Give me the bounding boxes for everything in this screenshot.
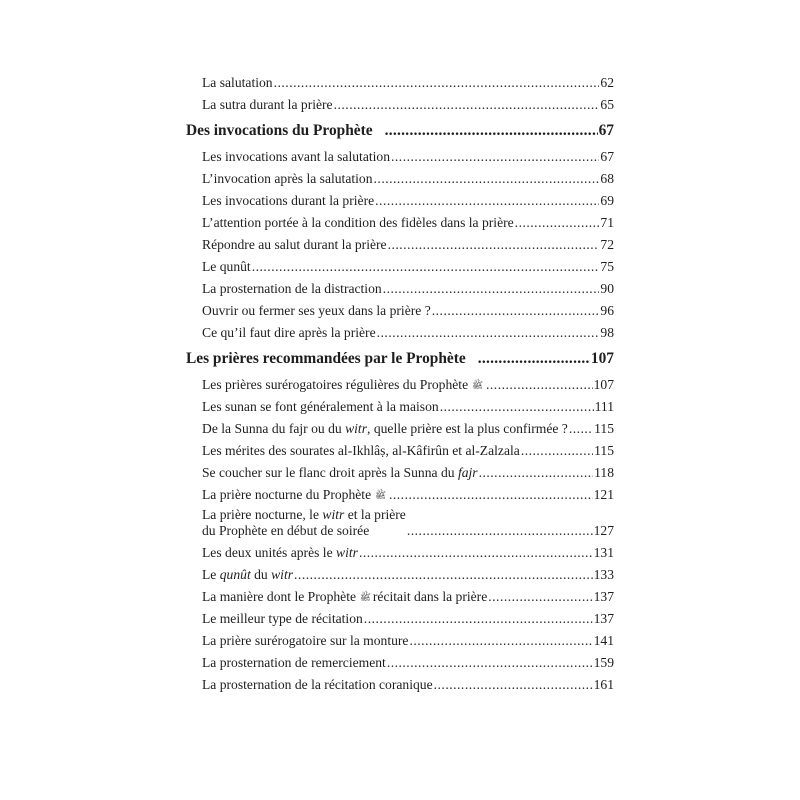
toc-entry[interactable]: [186, 94, 614, 116]
toc-entry-title: [202, 418, 568, 440]
toc-entry-title: La prière surérogatoire sur la monture: [202, 633, 409, 648]
dot-leader: [479, 462, 594, 484]
toc-entry-title: [202, 586, 487, 608]
section-title: Des invocations du Prophète: [186, 122, 373, 139]
dot-leader: [409, 630, 592, 652]
toc-entry-page: 137: [593, 611, 614, 626]
title-text: De la Sunna du fajr ou du: [202, 421, 346, 436]
dot-leader: [515, 212, 600, 234]
salutation-seal-icon: ﷺ: [472, 380, 483, 390]
title-italic: qunût: [219, 567, 251, 582]
toc-entry[interactable]: [186, 278, 614, 300]
dot-leader: [486, 374, 593, 396]
title-text: Se coucher sur le flanc droit après la Sunna du: [202, 465, 458, 480]
toc-entry-title: L’attention portée à la condition des fidèles dans la prière: [202, 215, 514, 230]
toc-entry-title: [202, 542, 358, 564]
title-text: La prière nocturne du Prophète: [202, 487, 372, 502]
title-rest: récitait dans la prière: [372, 589, 488, 604]
toc-entry[interactable]: [186, 322, 614, 344]
section-title: Les prières recommandées par le Prophète: [186, 350, 466, 367]
toc-entry-page: 159: [593, 655, 614, 670]
toc-entry-title: La salutation: [202, 75, 273, 90]
toc-entry[interactable]: [186, 146, 614, 168]
section-page: 67: [598, 122, 614, 139]
table-of-contents: [186, 72, 614, 696]
toc-entry-title: Ce qu’il faut dire après la prière: [202, 325, 376, 340]
toc-entry-page: 107: [593, 377, 614, 392]
dot-leader: [478, 344, 590, 374]
toc-entry-page: 118: [594, 465, 614, 480]
salutation-seal-icon: ﷺ: [375, 490, 386, 500]
dot-leader: [377, 322, 600, 344]
toc-entry-title: Les invocations avant la salutation: [202, 149, 390, 164]
toc-entry[interactable]: [186, 374, 614, 396]
title-rest: , quelle prière est la plus confirmée ?: [367, 421, 568, 436]
toc-entry-page: 133: [593, 567, 614, 582]
toc-entry-title: [202, 507, 406, 539]
toc-entry-page: 111: [594, 399, 614, 414]
toc-entry-title: Les sunan se font généralement à la maison: [202, 399, 439, 414]
toc-entry[interactable]: [186, 418, 614, 440]
toc-entry-page: 75: [600, 259, 614, 274]
toc-entry[interactable]: [186, 300, 614, 322]
toc-entry-title: La prosternation de remerciement: [202, 655, 386, 670]
dot-leader: [383, 278, 600, 300]
dot-leader: [389, 484, 593, 506]
dot-leader: [294, 564, 593, 586]
toc-entry-title: [202, 462, 478, 484]
toc-entry-page: 96: [600, 303, 614, 318]
dot-leader: [252, 256, 600, 278]
toc-entry-page: 67: [600, 149, 614, 164]
title-text: La prière nocturne, le: [202, 507, 323, 522]
toc-entry[interactable]: [186, 506, 614, 542]
dot-leader: [521, 440, 593, 462]
toc-entry[interactable]: [186, 586, 614, 608]
toc-entry[interactable]: [186, 256, 614, 278]
toc-entry-page: 69: [600, 193, 614, 208]
title-text: Le: [202, 567, 220, 582]
toc-entry-page: 71: [600, 215, 614, 230]
title-rest: et la prière: [344, 507, 406, 522]
toc-entry-title: [202, 374, 485, 396]
toc-entry[interactable]: [186, 652, 614, 674]
toc-entry-page: 68: [600, 171, 614, 186]
dot-leader: [432, 300, 600, 322]
dot-leader: [569, 418, 593, 440]
toc-entry-page: 115: [594, 443, 614, 458]
dot-leader: [375, 190, 599, 212]
toc-entry[interactable]: [186, 564, 614, 586]
toc-entry[interactable]: [186, 190, 614, 212]
toc-entry-title: La prosternation de la distraction: [202, 281, 382, 296]
dot-leader: [374, 168, 600, 190]
toc-entry-page: 115: [594, 421, 614, 436]
toc-entry-page: 62: [600, 75, 614, 90]
title-rest: du: [250, 567, 272, 582]
toc-entry-page: 137: [593, 589, 614, 604]
toc-entry[interactable]: [186, 212, 614, 234]
toc-entry-page: 127: [593, 523, 614, 538]
toc-entry-title: Les invocations durant la prière: [202, 193, 375, 208]
title-italic: witr: [345, 421, 368, 436]
dot-leader: [488, 586, 592, 608]
toc-entry[interactable]: [186, 396, 614, 418]
title-line-2: du Prophète en début de soirée: [202, 523, 370, 538]
dot-leader: [364, 608, 593, 630]
dot-leader: [387, 652, 593, 674]
title-italic: witr: [336, 545, 358, 560]
toc-entry[interactable]: [186, 608, 614, 630]
toc-entry-title: La prosternation de la récitation coranique: [202, 677, 433, 692]
salutation-seal-icon: ﷺ: [360, 592, 371, 602]
section-page: 107: [590, 350, 614, 367]
dot-leader: [334, 94, 600, 116]
toc-entry-page: 98: [600, 325, 614, 340]
title-italic: witr: [322, 507, 345, 522]
toc-entry[interactable]: [186, 484, 614, 506]
dot-leader: [440, 396, 594, 418]
toc-section-heading[interactable]: [186, 344, 614, 374]
toc-entry-page: 90: [600, 281, 614, 296]
toc-entry-title: L’invocation après la salutation: [202, 171, 373, 186]
dot-leader: [274, 72, 600, 94]
title-text: La manière dont le Prophète: [202, 589, 357, 604]
toc-entry-title: [202, 484, 388, 506]
dot-leader: [385, 116, 598, 146]
dot-leader: [434, 674, 593, 696]
toc-entry-title: [202, 564, 293, 586]
toc-entry-title: Le meilleur type de récitation: [202, 611, 363, 626]
dot-leader: [388, 234, 600, 256]
toc-entry[interactable]: [186, 72, 614, 94]
dot-leader: [407, 523, 593, 539]
toc-entry-page: 121: [593, 487, 614, 502]
toc-entry[interactable]: [186, 168, 614, 190]
toc-entry[interactable]: [186, 440, 614, 462]
toc-entry-title: La sutra durant la prière: [202, 97, 333, 112]
toc-entry-page: 131: [593, 545, 614, 560]
dot-leader: [391, 146, 599, 168]
dot-leader: [359, 542, 593, 564]
title-italic: fajr: [457, 465, 478, 480]
title-italic: witr: [271, 567, 294, 582]
toc-section-heading[interactable]: [186, 116, 614, 146]
toc-entry-title: Ouvrir ou fermer ses yeux dans la prière ?: [202, 303, 431, 318]
toc-entry-title: Répondre au salut durant la prière: [202, 237, 387, 252]
toc-entry[interactable]: [186, 630, 614, 652]
title-text: Les prières surérogatoires régulières du Prophète: [202, 377, 469, 392]
toc-entry-page: 65: [600, 97, 614, 112]
toc-entry-page: 72: [600, 237, 614, 252]
toc-entry[interactable]: [186, 234, 614, 256]
title-text: Les deux unités après le: [202, 545, 337, 560]
toc-entry-page: 161: [593, 677, 614, 692]
toc-entry[interactable]: [186, 674, 614, 696]
toc-entry-page: 141: [593, 633, 614, 648]
toc-entry[interactable]: [186, 542, 614, 564]
toc-entry-title: Le qunût: [202, 259, 251, 274]
toc-entry[interactable]: [186, 462, 614, 484]
toc-entry-title: Les mérites des sourates al-Ikhlâṣ, al-Kâfirûn et al-Zalzala: [202, 443, 520, 458]
